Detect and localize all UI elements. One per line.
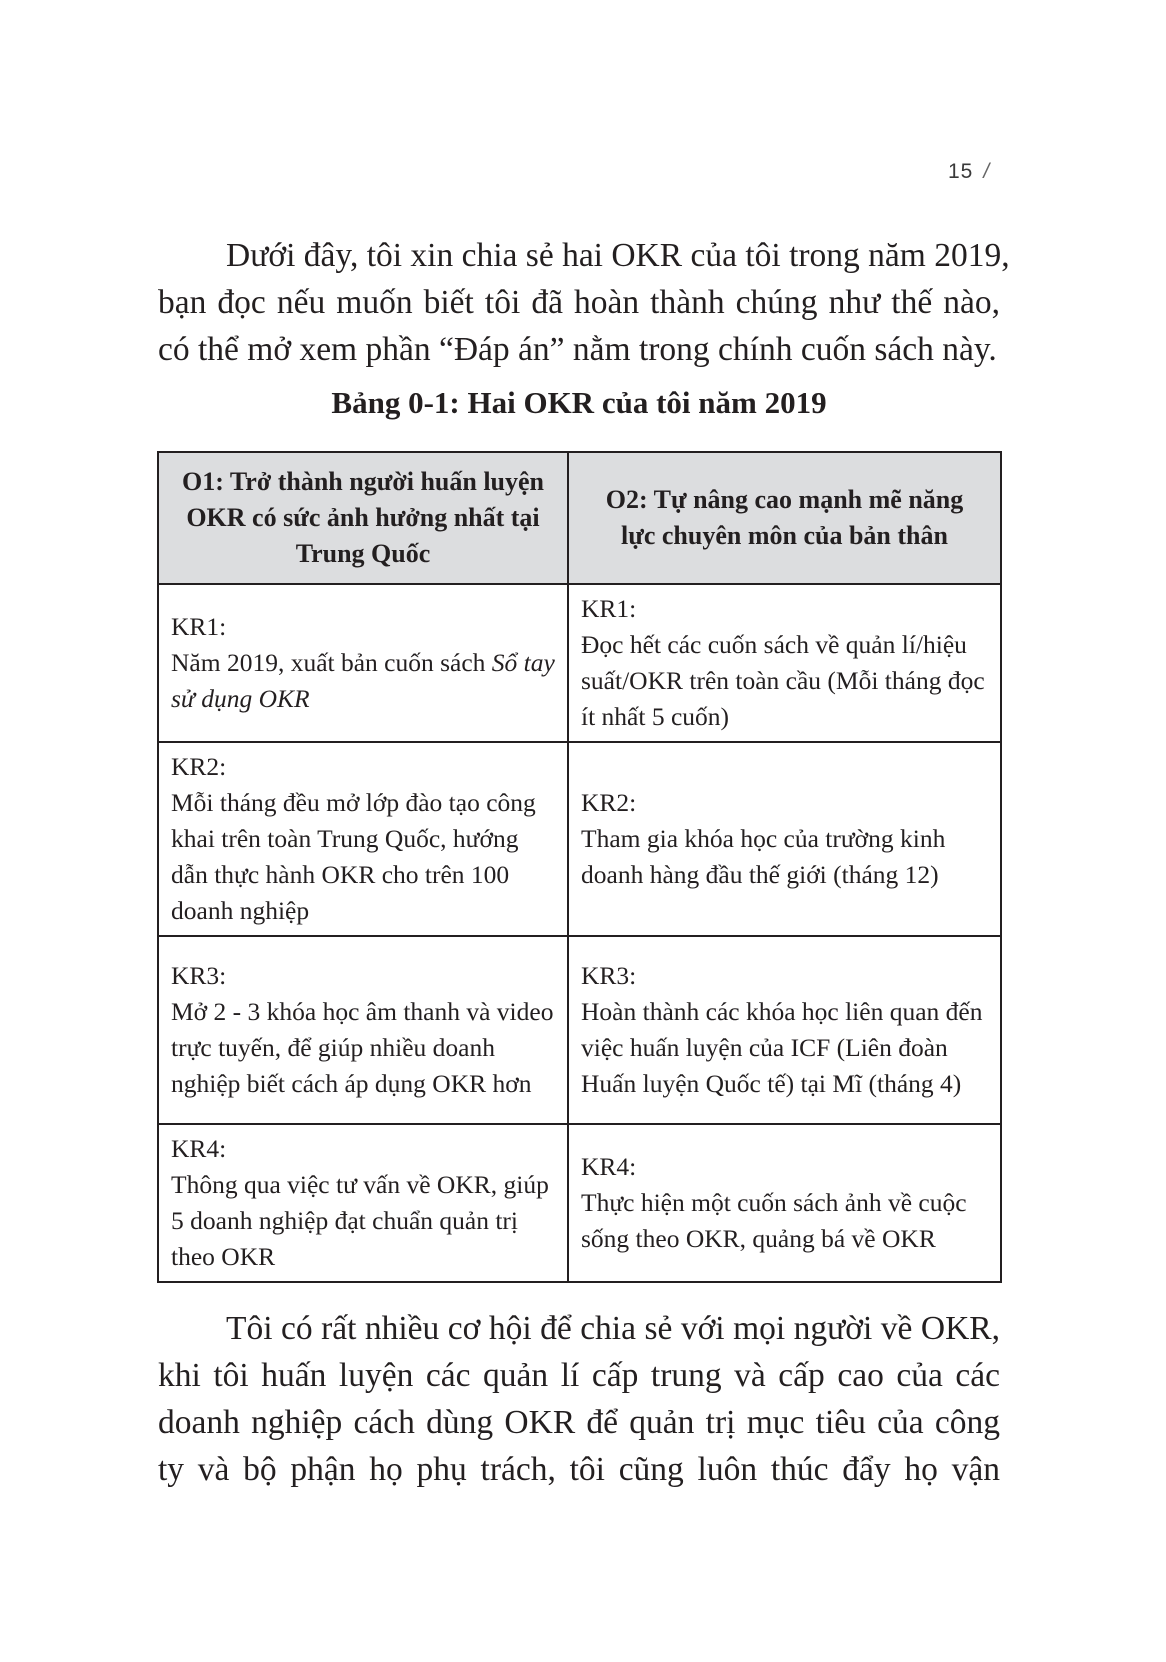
- kr-label: KR2:: [581, 788, 637, 817]
- kr-label: KR1:: [171, 612, 227, 641]
- kr-label: KR3:: [171, 961, 227, 990]
- intro-line: Dưới đây, tôi xin chia sẻ hai OKR của tôi trong năm 2019,: [226, 237, 1010, 274]
- table-row: [158, 742, 1001, 936]
- kr-label: KR4:: [581, 1152, 637, 1181]
- kr-text: Hoàn thành các khóa học liên quan đến việc huấn luyện của ICF (Liên đoàn Huấn luyện Quốc tế) tại Mĩ (tháng 4): [581, 997, 983, 1098]
- closing-line: khi tôi huấn luyện các quản lí cấp trung và cấp cao của các: [158, 1357, 1000, 1394]
- cell-o1-kr4: [158, 1124, 568, 1282]
- kr-text: Tham gia khóa học của trường kinh doanh hàng đầu thế giới (tháng 12): [581, 824, 946, 889]
- table-row: [158, 936, 1001, 1124]
- kr-label: KR1:: [581, 594, 637, 623]
- cell-o2-kr2: [568, 742, 1001, 936]
- kr-text: Mỗi tháng đều mở lớp đào tạo công khai trên toàn Trung Quốc, hướng dẫn thực hành OKR cho trên 100 doanh nghiệp: [171, 788, 536, 925]
- okr-table: [157, 451, 1002, 1283]
- kr-text: Thông qua việc tư vấn về OKR, giúp 5 doanh nghiệp đạt chuẩn quản trị theo OKR: [171, 1170, 549, 1271]
- cell-o2-kr4: [568, 1124, 1001, 1282]
- kr-label: KR3:: [581, 961, 637, 990]
- closing-line: doanh nghiệp cách dùng OKR để quản trị mục tiêu của công: [158, 1404, 1000, 1441]
- kr-text: Thực hiện một cuốn sách ảnh về cuộc sống theo OKR, quảng bá về OKR: [581, 1188, 967, 1253]
- intro-line: có thể mở xem phần “Đáp án” nằm trong chính cuốn sách này.: [158, 331, 997, 368]
- book-title: Sổ tay sử dụng OKR: [171, 648, 555, 713]
- table-header-row: [158, 452, 1001, 584]
- page-number: [948, 160, 990, 184]
- kr-text: Mở 2 - 3 khóa học âm thanh và video trực tuyến, để giúp nhiều doanh nghiệp biết cách áp dụng OKR hơn: [171, 997, 554, 1098]
- intro-line: bạn đọc nếu muốn biết tôi đã hoàn thành chúng như thế nào,: [158, 284, 1000, 321]
- header-o1: O1: Trở thành người huấn luyện OKR có sức ảnh hưởng nhất tại Trung Quốc: [158, 452, 568, 584]
- kr-label: KR4:: [171, 1134, 227, 1163]
- kr-text: Đọc hết các cuốn sách về quản lí/hiệu suất/OKR trên toàn cầu (Mỗi tháng đọc ít nhất 5 cuốn): [581, 630, 985, 731]
- header-o2: O2: Tự nâng cao mạnh mẽ năng lực chuyên môn của bản thân: [568, 452, 1001, 584]
- closing-line: Tôi có rất nhiều cơ hội để chia sẻ với mọi người về OKR,: [226, 1310, 1000, 1347]
- table-title: Bảng 0-1: Hai OKR của tôi năm 2019: [331, 385, 827, 420]
- intro-paragraph: [158, 232, 1010, 373]
- cell-o2-kr3: [568, 936, 1001, 1124]
- cell-o2-kr1: [568, 584, 1001, 742]
- closing-paragraph: [158, 1305, 1000, 1493]
- kr-text-prefix: Năm 2019, xuất bản cuốn sách: [171, 648, 492, 677]
- kr-text: [171, 645, 555, 717]
- table-row: [158, 1124, 1001, 1282]
- cell-o1-kr3: [158, 936, 568, 1124]
- kr-label: KR2:: [171, 752, 227, 781]
- closing-line: ty và bộ phận họ phụ trách, tôi cũng luôn thúc đẩy họ vận: [158, 1451, 1000, 1488]
- page-number-mark: /: [983, 160, 991, 183]
- cell-o1-kr1: [158, 584, 568, 742]
- page-number-value: 15: [948, 160, 974, 183]
- cell-o1-kr2: [158, 742, 568, 936]
- table-row: [158, 584, 1001, 742]
